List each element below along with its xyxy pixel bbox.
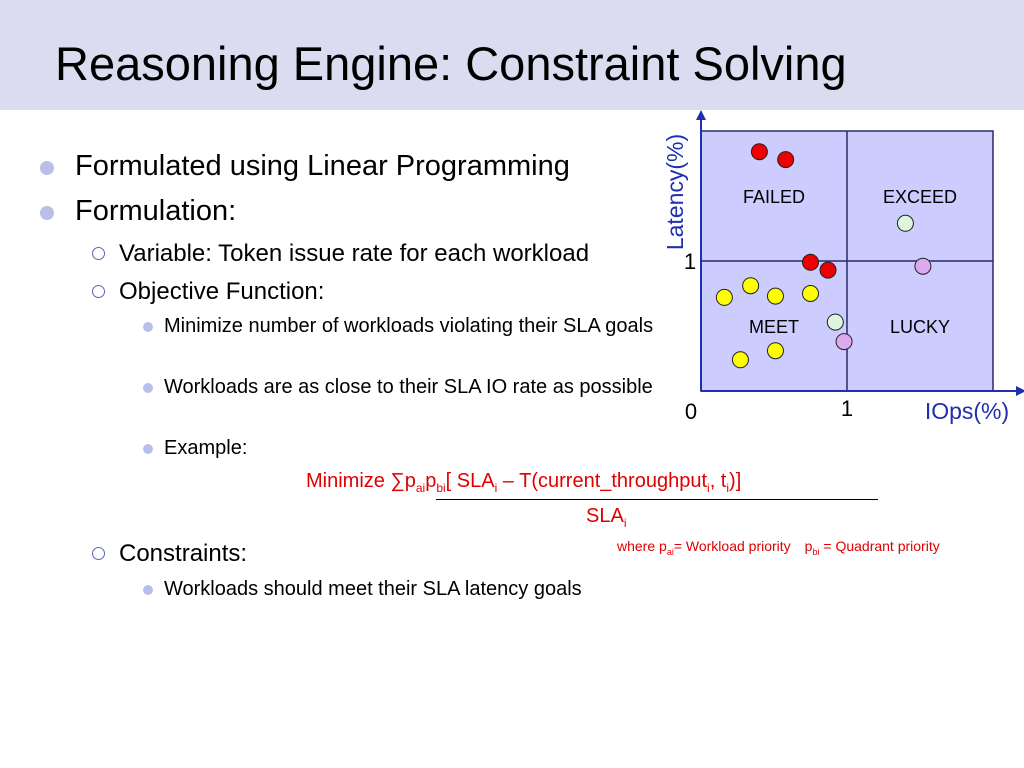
note-workload-priority: = Workload priority [673,538,791,554]
bullet-objective-function: Objective Function: [119,278,325,305]
data-point [915,258,931,274]
x-tick-label: 1 [840,396,854,421]
data-point [767,288,783,304]
y-tick-label: 1 [683,249,697,274]
bullet-minimize-violations: Minimize number of workloads violating their SLA goals [164,315,654,337]
y-axis-label: Latency(%) [662,133,688,251]
x-axis-label: IOps(%) [924,398,1010,424]
bullet-meet-latency: Workloads should meet their SLA latency goals [164,578,582,600]
data-point [767,343,783,359]
note-where-p: where p [617,538,667,554]
data-point [820,262,836,278]
formula-sub-i: i [494,481,498,495]
formula-sub-bi: bi [436,481,446,495]
bullet-close-to-sla: Workloads are as close to their SLA IO rate as possible [164,376,653,398]
bullet-formulated: Formulated using Linear Programming [75,150,570,182]
formula-sub-i: i [726,481,730,495]
data-point [743,278,759,294]
bullet-constraints: Constraints: [119,540,248,567]
quadrant-grid [701,131,993,391]
data-point [732,352,748,368]
origin-label: 0 [684,399,698,424]
note-sub-ai: ai [666,546,674,557]
bullet-example: Example: [164,437,248,459]
data-point [897,215,913,231]
quadrant-label: EXCEED [882,187,958,207]
formula-sub-i: i [707,481,710,495]
formula-denominator-sla: SLA [586,505,624,527]
data-point [803,286,819,302]
slide-title: Reasoning Engine: Constraint Solving [55,37,847,90]
data-point [827,314,843,330]
formula-p: p [425,470,437,492]
bullet-variable: Variable: Token issue rate for each workload [119,240,590,267]
data-point [751,144,767,160]
data-point [778,152,794,168]
note-p: p [804,538,813,554]
formula-sub-ai: ai [415,481,426,495]
quadrant-label: LUCKY [889,317,951,337]
formula-close: )] [729,470,742,492]
formula-sub-i: i [623,516,627,530]
formula-throughput: – T(current_throughput [497,470,708,492]
quadrant-label: MEET [748,317,800,337]
note-quadrant-priority: = Quadrant priority [819,538,940,554]
data-point [803,254,819,270]
data-point [836,334,852,350]
formula-t: , t [709,470,727,492]
data-point [716,289,732,305]
x-axis-arrow [1016,386,1024,396]
formula-sla-open: [ SLA [445,470,495,492]
quadrant-label: FAILED [742,187,806,207]
formula-minimize: Minimize ∑p [306,470,416,492]
bullet-formulation: Formulation: [75,195,237,227]
y-axis-arrow [696,110,706,120]
note-sub-bi: bi [812,546,820,557]
